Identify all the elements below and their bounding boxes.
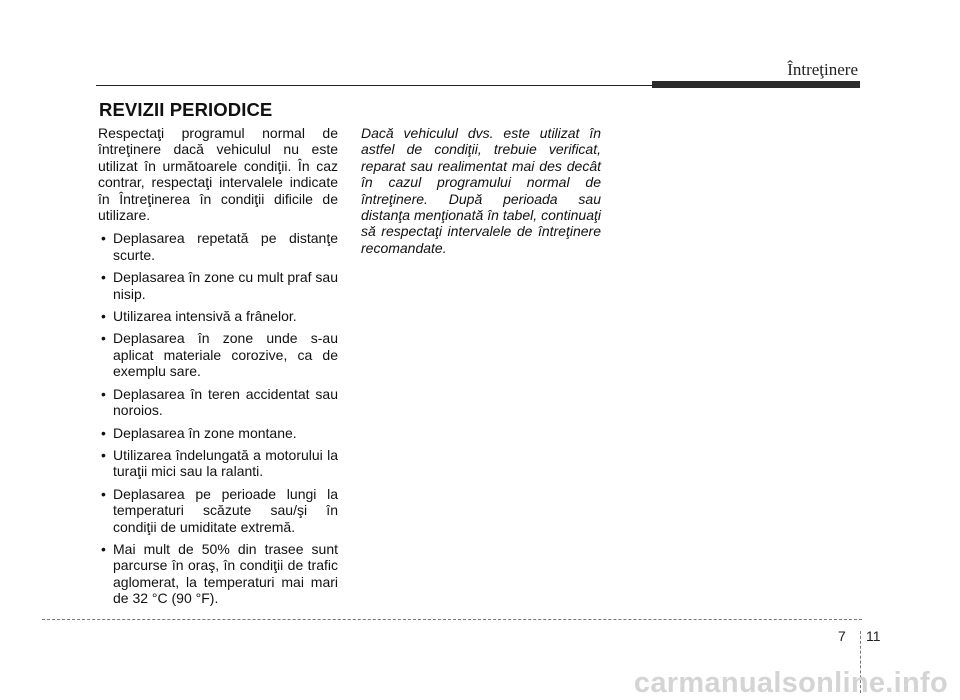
bullet-icon: •	[101, 269, 106, 286]
bullet-icon: •	[101, 330, 106, 347]
bullet-icon: •	[101, 540, 106, 557]
right-column	[361, 125, 601, 256]
list-item	[98, 541, 338, 607]
list-item-text: Deplasarea în zone unde s-au aplicat materiale corozive, ca de exemplu sare.	[113, 330, 338, 380]
list-item	[98, 269, 338, 302]
note-paragraph: Dacă vehiculul dvs. este utilizat în astfel de condiţii, trebuie verificat, reparat sau realimentat mai des decât în cazul programului normal de întreţinere. După perioada sau distanţa menţionată în tabel, continuaţi să respectaţi intervalele de întreţinere recomandate.	[361, 125, 601, 256]
list-item	[98, 486, 338, 535]
list-item-text: Deplasarea repetată pe distanţe scurte.	[113, 230, 338, 263]
chapter-title: Întreţinere	[787, 60, 858, 79]
intro-paragraph: Respectaţi programul normal de întreţinere dacă vehiculul nu este utilizat în următoarele condiţii. În caz contrar, respectaţi intervalele indicate în Întreţinerea în condiţii dificile de utilizare.	[98, 125, 338, 224]
list-item-text: Utilizarea îndelungată a motorului la turaţii mici sau la ralanti.	[113, 446, 338, 480]
list-item	[98, 386, 338, 419]
bullet-icon: •	[101, 424, 106, 441]
list-item	[98, 230, 338, 263]
header-rule-thick	[652, 81, 860, 88]
bullet-icon: •	[101, 385, 106, 402]
list-item-text: Deplasarea pe perioade lungi la temperaturi scăzute sau/şi în condiţii de umiditate extremă.	[113, 485, 338, 535]
list-item	[98, 330, 338, 379]
section-title: REVIZII PERIODICE	[99, 99, 273, 120]
chapter-number: 7	[838, 628, 846, 644]
left-column	[98, 125, 338, 613]
header-rule-thin	[96, 85, 652, 86]
list-item-text: Utilizarea intensivă a frânelor.	[113, 308, 297, 325]
list-item-text: Deplasarea în teren accidentat sau noroios.	[113, 385, 338, 419]
watermark: carmanualsonline.info	[633, 667, 948, 699]
list-item-text: Mai mult de 50% din trasee sunt parcurse în oraş, în condiţii de trafic aglomerat, la temperaturi mai mari de 32 °C (90 °F).	[113, 540, 338, 607]
list-item-text: Deplasarea în zone cu mult praf sau nisip.	[113, 269, 338, 302]
bullet-icon: •	[101, 485, 106, 502]
list-item	[98, 425, 338, 441]
page-number: 11	[866, 628, 881, 644]
conditions-list	[98, 230, 338, 606]
list-item-text: Deplasarea în zone montane.	[113, 424, 297, 441]
list-item	[98, 447, 338, 480]
footer-divider	[42, 619, 862, 620]
bullet-icon: •	[101, 308, 106, 325]
list-item	[98, 308, 338, 324]
bullet-icon: •	[101, 446, 106, 463]
bullet-icon: •	[101, 230, 106, 247]
